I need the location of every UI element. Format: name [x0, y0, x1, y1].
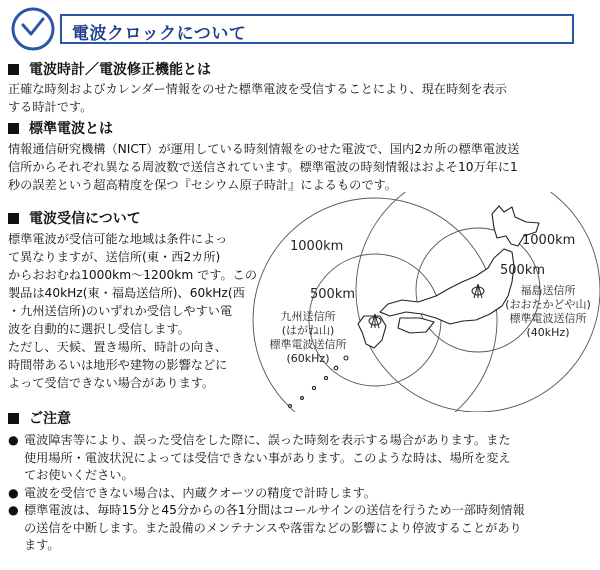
island-2 [334, 366, 338, 370]
east-1000km-label: 1000km [522, 233, 576, 248]
clock-icon [10, 6, 56, 52]
svg-text:標準電波送信所: 標準電波送信所 [269, 338, 347, 351]
coverage-map [250, 192, 600, 412]
island-4 [312, 386, 315, 389]
island-5 [301, 397, 304, 400]
section-heading-func: 電波時計／電波修正機能とは [8, 59, 211, 79]
paragraph-recv: 標準電波が受信可能な地域は条件によっ て異なりますが、送信所(東・西2カ所) からおおむね1000km～1200km です。この 製品は40kHz(東・福島送信所)、60kHz(西 ・九州送信所)のいずれか受信しやすい電 波を自動的に選択し受信します。 ただし、天候、置き場所、時計の向き、 時間帯あるいは地形や建物の影響などに よって受信できない場合があります。 [8, 232, 258, 390]
bullet-icon: ● [8, 485, 19, 500]
svg-text:九州送信所: 九州送信所 [280, 310, 336, 323]
square-bullet-icon [8, 123, 19, 134]
honshu [380, 249, 514, 324]
bullet-icon: ● [8, 503, 19, 517]
paragraph-std: 情報通信研究機構（NICT）が運用している時刻情報をのせた電波で、国内2カ所の標準電波送 信所からそれぞれ異なる周波数で送信されています。標準電波の時刻情報はおよそ10万年に1 秒の誤差という超高精度を保つ『セシウム原子時計』によるものです。 [8, 142, 520, 192]
section-heading-recv: 電波受信について [8, 208, 141, 228]
section-heading-std: 標準電波とは [8, 118, 113, 138]
island-6 [289, 405, 292, 408]
square-bullet-icon [8, 213, 19, 224]
list-item: ● 標準電波は、毎時15分と45分からの各1分間はコールサインの送信を行うため一部時刻情報 の送信を中断します。また設備のメンテナンスや落雷などの影響により停波することがあり ます。 [8, 503, 525, 552]
bullet-icon: ● [8, 433, 19, 447]
page-title: 電波クロックについて [72, 24, 247, 44]
japan-map [286, 206, 539, 407]
svg-text:福島送信所: 福島送信所 [520, 284, 576, 297]
svg-text:(60kHz): (60kHz) [286, 352, 330, 365]
kyushu-station-label [270, 309, 347, 365]
fukushima-station-label [505, 283, 591, 339]
square-bullet-icon [8, 64, 19, 75]
list-item: ● 電波を受信できない場合は、内蔵クオーツの精度で計時します。 [8, 485, 596, 503]
svg-text:(おおたかどや山): (おおたかどや山) [505, 298, 591, 311]
notes-list [8, 432, 596, 555]
east-500km-label: 500km [500, 263, 546, 278]
west-1000km-label: 1000km [290, 239, 344, 254]
title-box [60, 14, 574, 44]
paragraph-func: 正確な時刻およびカレンダー情報をのせた標準電波を受信することにより、現在時刻を表示 する時計です。 [8, 82, 507, 114]
west-500km-label: 500km [310, 287, 356, 302]
square-bullet-icon [8, 413, 19, 424]
island-3 [324, 376, 327, 379]
shikoku [398, 318, 434, 333]
list-item: ● 電波障害等により、誤った受信をした際に、誤った時刻を表示する場合があります。また 使用場所・電波状況によっては受信できない事があります。このような時は、場所を変え てお使いください。 [8, 433, 511, 482]
kyushu [358, 316, 386, 348]
svg-text:(40kHz): (40kHz) [526, 326, 570, 339]
section-heading-notes: ご注意 [8, 408, 71, 428]
island-1 [344, 356, 348, 360]
svg-text:標準電波送信所: 標準電波送信所 [509, 312, 587, 325]
page-header [10, 6, 578, 50]
svg-text:(はがね山): (はがね山) [281, 324, 335, 337]
